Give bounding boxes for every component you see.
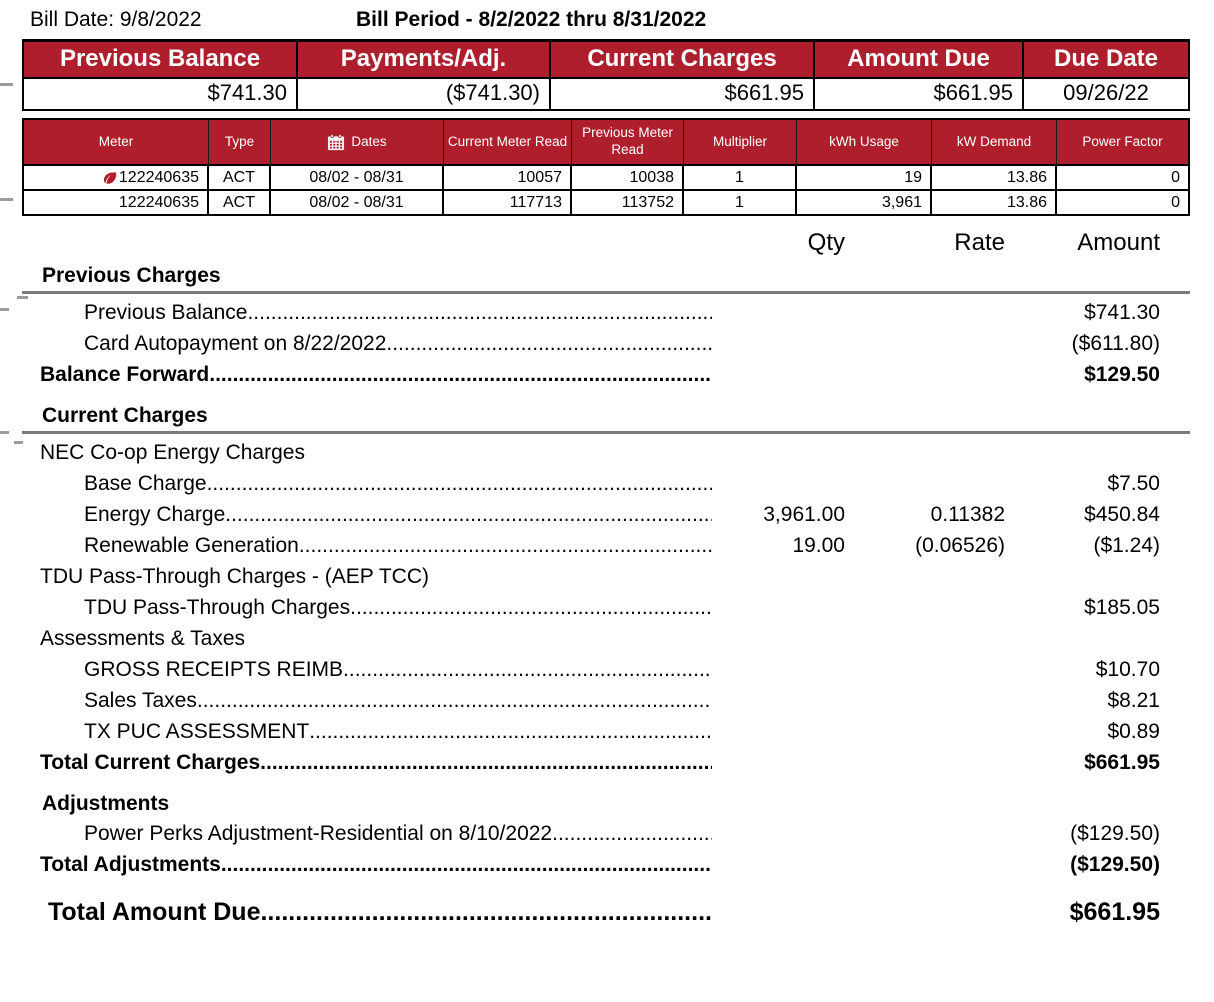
meter-cell bbox=[209, 166, 271, 189]
meter-cell bbox=[24, 191, 209, 214]
meter-header-row bbox=[24, 120, 1188, 166]
meter-header-label: Multiplier bbox=[712, 133, 767, 149]
charges bbox=[22, 226, 1190, 932]
charge-amount: $741.30 bbox=[1084, 301, 1160, 324]
charge-label: Renewable Generation bbox=[84, 534, 299, 557]
charges-sections bbox=[22, 262, 1190, 932]
meter-header-label: Previous Meter Read bbox=[582, 125, 673, 157]
meter-header-cell bbox=[209, 120, 271, 164]
charges-column-headers bbox=[22, 226, 1190, 260]
meter-cell bbox=[1057, 166, 1188, 189]
meter-header-cell bbox=[24, 120, 209, 164]
charge-label-wrap bbox=[22, 468, 712, 499]
meter-header-label: kWh Usage bbox=[829, 133, 899, 149]
charge-row bbox=[22, 499, 1190, 530]
charge-label-wrap bbox=[22, 685, 712, 716]
charge-label-wrap bbox=[22, 297, 712, 328]
charge-group-row bbox=[22, 623, 1190, 654]
summary-header-cell: Previous Balance bbox=[24, 42, 298, 77]
summary-value-cell: $661.95 bbox=[551, 79, 815, 109]
meter-cell bbox=[797, 166, 932, 189]
meter-cell bbox=[1057, 191, 1188, 214]
scan-mark bbox=[0, 198, 13, 201]
charge-label: Total Current Charges bbox=[40, 751, 261, 774]
dotted-leader bbox=[207, 468, 712, 499]
charge-amount: ($1.24) bbox=[1093, 534, 1160, 557]
charge-amount: $185.05 bbox=[1084, 596, 1160, 619]
charge-label: Base Charge bbox=[84, 472, 207, 495]
meter-row bbox=[24, 166, 1188, 189]
meter-cell-value: 13.86 bbox=[1006, 168, 1047, 186]
amount-column-header: Amount bbox=[1077, 229, 1160, 256]
meter-cell bbox=[271, 166, 444, 189]
summary-value-cell: $741.30 bbox=[24, 79, 298, 109]
charge-amount: $129.50 bbox=[1084, 363, 1160, 386]
summary-value-cell: ($741.30) bbox=[298, 79, 551, 109]
dotted-leader bbox=[260, 747, 712, 778]
meter-cell-value: 0 bbox=[1171, 168, 1180, 186]
meter-cell bbox=[932, 166, 1057, 189]
calendar-icon bbox=[327, 134, 345, 151]
dotted-leader bbox=[299, 530, 712, 561]
scan-mark bbox=[14, 441, 23, 444]
meter-header-label: kW Demand bbox=[956, 133, 1032, 149]
meter-cell bbox=[444, 166, 572, 189]
charge-label: NEC Co-op Energy Charges bbox=[40, 441, 305, 464]
section-heading: Previous Charges bbox=[42, 264, 221, 287]
meter-table bbox=[22, 118, 1190, 216]
charge-label: Card Autopayment on 8/22/2022 bbox=[84, 332, 387, 355]
charge-row bbox=[22, 818, 1190, 849]
charge-label-wrap bbox=[22, 716, 712, 747]
charges-section bbox=[22, 892, 1190, 932]
meter-header-cell bbox=[797, 120, 932, 164]
charge-row bbox=[22, 297, 1190, 328]
meter-cell-value: 122240635 bbox=[118, 168, 199, 186]
charge-amount: $661.95 bbox=[1084, 751, 1160, 774]
meter-cell bbox=[932, 191, 1057, 214]
charge-amount: ($129.50) bbox=[1070, 853, 1160, 876]
charge-label-wrap bbox=[22, 561, 712, 592]
meter-cell bbox=[209, 191, 271, 214]
dotted-leader bbox=[209, 359, 712, 390]
charge-label: Total Adjustments bbox=[40, 853, 221, 876]
charge-label-wrap bbox=[22, 747, 712, 778]
charge-amount: ($611.80) bbox=[1071, 332, 1160, 355]
section-heading: Current Charges bbox=[42, 404, 208, 427]
section-heading: Adjustments bbox=[42, 792, 170, 815]
meter-cell-value: 1 bbox=[735, 193, 744, 211]
charge-rate: 0.11382 bbox=[930, 503, 1005, 526]
dotted-leader bbox=[343, 654, 712, 685]
charge-label-wrap bbox=[22, 437, 712, 468]
section-rule bbox=[22, 431, 1190, 434]
charges-section bbox=[22, 262, 1190, 390]
dotted-leader bbox=[221, 849, 712, 880]
charge-row bbox=[22, 654, 1190, 685]
meter-header-cell bbox=[684, 120, 797, 164]
meter-header-label: Dates bbox=[351, 133, 387, 149]
summary-value-cell: 09/26/22 bbox=[1063, 80, 1149, 105]
charge-label: Previous Balance bbox=[84, 301, 248, 324]
meter-header-cell bbox=[572, 120, 684, 164]
charge-qty: 3,961.00 bbox=[763, 503, 845, 526]
charge-row bbox=[22, 849, 1190, 880]
summary-value-row bbox=[24, 79, 1188, 109]
meter-cell bbox=[572, 166, 684, 189]
charge-row bbox=[22, 468, 1190, 499]
meter-header-cell bbox=[1057, 120, 1188, 164]
charge-amount: $7.50 bbox=[1107, 472, 1160, 495]
charge-label: Assessments & Taxes bbox=[40, 627, 246, 650]
charge-label-wrap bbox=[22, 892, 712, 932]
summary-header-cell: Amount Due bbox=[815, 42, 1024, 77]
charge-amount: $661.95 bbox=[1069, 898, 1160, 926]
charges-section bbox=[22, 402, 1190, 778]
charge-row bbox=[22, 328, 1190, 359]
meter-cell-value: 3,961 bbox=[881, 193, 922, 211]
charge-qty: 19.00 bbox=[792, 534, 845, 557]
meter-cell-value: 0 bbox=[1171, 193, 1180, 211]
summary-header-row bbox=[24, 42, 1188, 79]
charge-group-row bbox=[22, 437, 1190, 468]
meter-header-label: Current Meter Read bbox=[447, 133, 568, 149]
meter-header-cell bbox=[271, 120, 444, 164]
dotted-leader bbox=[260, 892, 712, 932]
scan-mark bbox=[0, 83, 13, 86]
section-rule bbox=[22, 291, 1190, 294]
meter-cell-value: 122240635 bbox=[118, 193, 199, 211]
meter-cell-value: 08/02 - 08/31 bbox=[309, 193, 404, 211]
charge-label-wrap bbox=[22, 359, 712, 390]
meter-header-cell bbox=[444, 120, 572, 164]
meter-cell bbox=[797, 191, 932, 214]
meter-cell bbox=[24, 166, 209, 189]
meter-cell-value: 08/02 - 08/31 bbox=[309, 168, 404, 186]
meter-cell-value: 13.86 bbox=[1006, 193, 1047, 211]
charge-row bbox=[22, 359, 1190, 390]
charge-row bbox=[22, 685, 1190, 716]
scan-mark bbox=[0, 431, 9, 434]
dotted-leader bbox=[225, 499, 712, 530]
charge-label: GROSS RECEIPTS REIMB bbox=[84, 658, 344, 681]
charge-amount: $8.21 bbox=[1107, 689, 1160, 712]
meter-cell bbox=[271, 191, 444, 214]
charge-label: Sales Taxes bbox=[84, 689, 197, 712]
bill-date: Bill Date: 9/8/2022 bbox=[30, 8, 202, 31]
charge-amount: $450.84 bbox=[1084, 503, 1160, 526]
charge-label: TDU Pass-Through Charges bbox=[84, 596, 351, 619]
dotted-leader bbox=[350, 592, 712, 623]
summary-header-cell: Payments/Adj. bbox=[298, 42, 551, 77]
meter-rows bbox=[24, 166, 1188, 214]
charge-label-wrap bbox=[22, 623, 712, 654]
meter-header-label: Meter bbox=[98, 133, 134, 149]
meter-cell-value: 19 bbox=[904, 168, 922, 186]
meter-cell-value: ACT bbox=[223, 168, 255, 186]
meter-cell bbox=[444, 191, 572, 214]
charge-label-wrap bbox=[22, 592, 712, 623]
dotted-leader bbox=[247, 297, 712, 328]
meter-cell bbox=[572, 191, 684, 214]
charge-label-wrap bbox=[22, 328, 712, 359]
charge-label: Balance Forward bbox=[40, 363, 210, 386]
meter-header-label: Power Factor bbox=[1082, 133, 1163, 149]
meter-cell-value: 10057 bbox=[517, 168, 562, 186]
charge-rate: (0.06526) bbox=[915, 534, 1005, 557]
charge-label: Energy Charge bbox=[84, 503, 226, 526]
charge-row bbox=[22, 592, 1190, 623]
charges-section bbox=[22, 790, 1190, 880]
charge-label: TDU Pass-Through Charges - (AEP TCC) bbox=[40, 565, 430, 588]
scan-mark bbox=[17, 296, 28, 299]
charge-group-row bbox=[22, 561, 1190, 592]
meter-cell-value: 1 bbox=[735, 168, 744, 186]
charge-row bbox=[22, 892, 1190, 932]
meter-header-label: Type bbox=[224, 133, 255, 149]
bill-period: Bill Period - 8/2/2022 thru 8/31/2022 bbox=[356, 8, 707, 31]
meter-cell bbox=[684, 191, 797, 214]
meter-cell-value: 10038 bbox=[629, 168, 674, 186]
dotted-leader bbox=[309, 716, 712, 747]
dotted-leader bbox=[386, 328, 712, 359]
charge-row bbox=[22, 530, 1190, 561]
qty-column-header: Qty bbox=[807, 229, 845, 256]
charge-row bbox=[22, 716, 1190, 747]
rate-column-header: Rate bbox=[954, 229, 1005, 256]
summary-header-cell: Due Date bbox=[1053, 45, 1159, 72]
charge-label-wrap bbox=[22, 654, 712, 685]
charge-amount: $10.70 bbox=[1095, 658, 1160, 681]
meter-row bbox=[24, 189, 1188, 214]
summary-value-cell: $661.95 bbox=[815, 79, 1024, 109]
meter-cell-value: ACT bbox=[223, 193, 255, 211]
charge-label-wrap bbox=[22, 530, 712, 561]
dotted-leader bbox=[552, 818, 712, 849]
charge-row bbox=[22, 747, 1190, 778]
charge-label: Power Perks Adjustment-Residential on 8/10/2022 bbox=[84, 822, 553, 845]
summary-table bbox=[22, 39, 1190, 111]
summary-header-cell: Current Charges bbox=[551, 42, 815, 77]
meter-header-cell bbox=[932, 120, 1057, 164]
charge-label-wrap bbox=[22, 818, 712, 849]
meter-cell-value: 113752 bbox=[621, 193, 674, 211]
dotted-leader bbox=[197, 685, 712, 716]
scan-mark bbox=[0, 308, 9, 311]
charge-label-wrap bbox=[22, 849, 712, 880]
meter-cell bbox=[684, 166, 797, 189]
leaf-icon bbox=[103, 172, 117, 184]
charge-label: Total Amount Due bbox=[48, 898, 261, 926]
charge-label-wrap bbox=[22, 499, 712, 530]
meter-cell-value: 117713 bbox=[509, 193, 562, 211]
charge-label: TX PUC ASSESSMENT bbox=[84, 720, 310, 743]
charge-amount: ($129.50) bbox=[1070, 822, 1160, 845]
bill-header-line bbox=[0, 8, 1214, 35]
charge-amount: $0.89 bbox=[1107, 720, 1160, 743]
